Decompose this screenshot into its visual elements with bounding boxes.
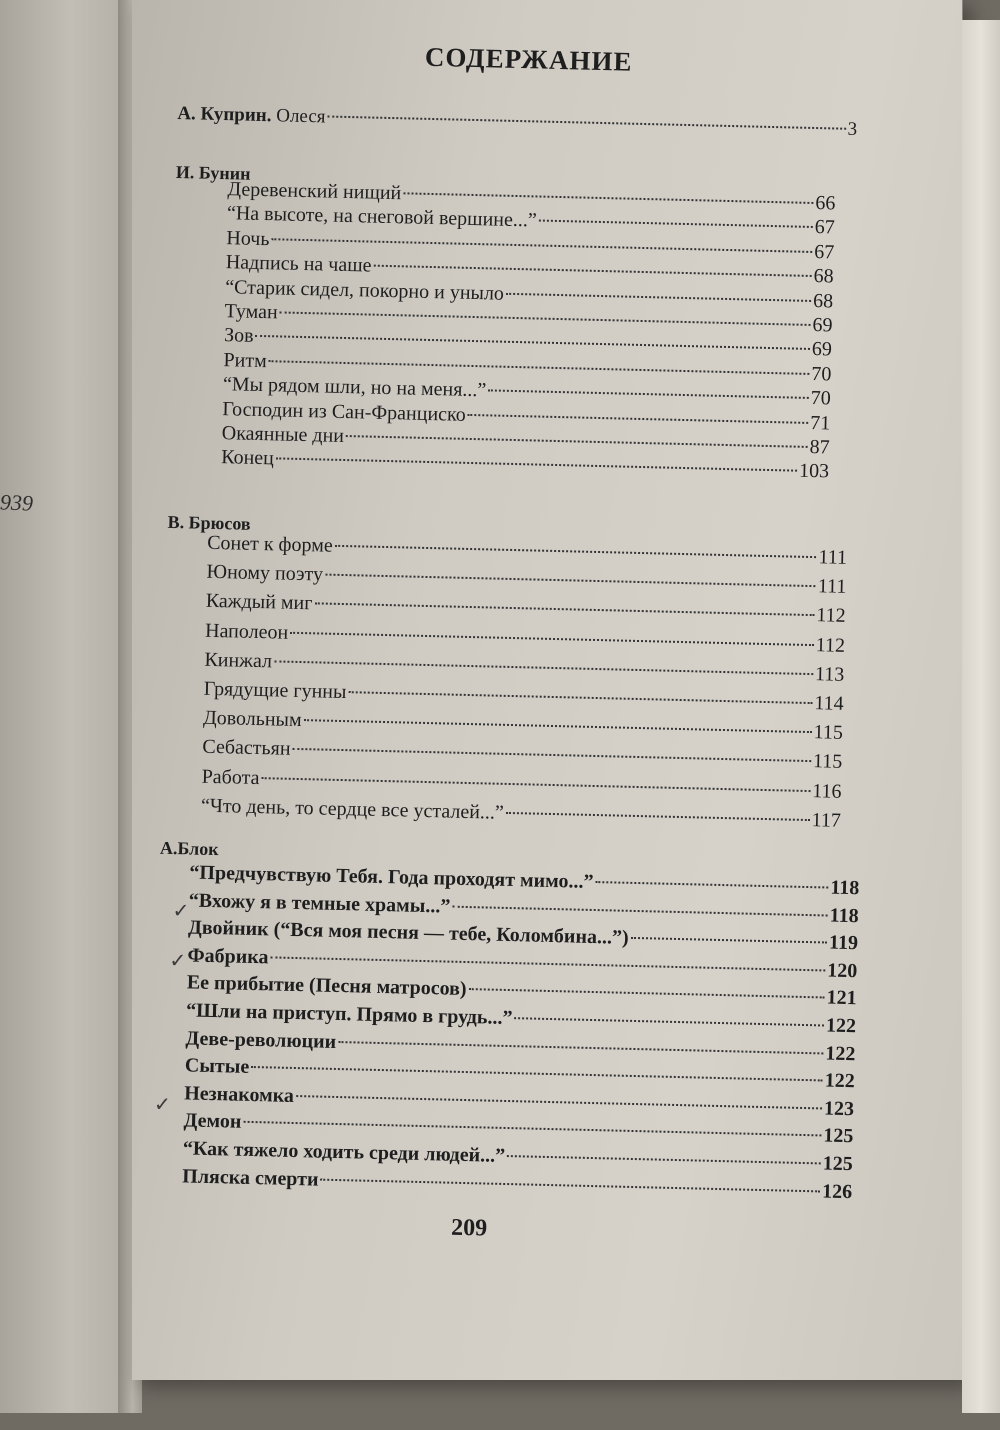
entry-page: 111 [818,546,848,569]
dot-leader [274,660,813,675]
dot-leader [596,881,829,888]
entry-title: “Что день, то сердце все усталей...” [200,794,505,824]
entry-page: 66 [815,192,836,215]
entry-title: “Предчувствую Тебя. Года проходят мимо...” [189,861,594,893]
entry-page: 125 [822,1152,854,1176]
entry-title: “Как тяжело ходить среди людей...” [182,1137,506,1167]
dot-leader [243,1121,821,1137]
entry-title: Демон [183,1109,242,1134]
author-name: А. Куприн. [177,102,272,127]
checkmark-icon: ✓ [169,948,187,973]
dot-leader [506,292,811,301]
entry-title: Каждый миг [205,590,313,615]
checkmark-icon: ✓ [153,1091,172,1117]
entry-page: 69 [812,313,833,337]
dot-leader [403,192,813,204]
entry-page: 120 [827,959,858,983]
entry-page: 125 [823,1124,854,1148]
entry-title: Фабрика [187,944,269,969]
dot-leader [335,545,817,558]
entry-page: 3 [847,118,858,140]
entry-title: Пляска смерти [182,1164,319,1191]
entry-page: 122 [825,1014,857,1038]
entry-page: 67 [814,216,836,239]
entry-title: Олеся [275,105,326,128]
entry-title: Кинжал [204,648,273,673]
entry-page: 68 [813,265,834,288]
entry-page: 69 [811,338,833,361]
entry-page: 115 [813,721,844,745]
dot-leader [346,435,808,448]
dot-leader [338,1041,823,1054]
entry-title: Деве-революции [185,1027,337,1053]
entry-title: Надпись на чаше [225,251,372,277]
dot-leader [314,603,814,617]
page-number: 209 [450,1214,488,1242]
dot-leader [539,220,813,228]
entry-title: Двойник (“Вся моя песня — тебе, Коломбина...”) [187,916,629,950]
dot-leader [296,1095,822,1109]
entry-page: 67 [813,240,835,264]
dot-leader [327,116,845,130]
entry-title: “Старик сидел, покорно и уныло [224,275,505,305]
entry-page: 71 [809,411,831,435]
dot-leader [469,988,825,998]
entry-title: Конец [220,446,275,470]
entry-page: 119 [828,931,859,955]
dot-leader [506,812,810,821]
entry-page: 123 [823,1097,855,1120]
dot-leader [269,360,810,375]
entry-title: Ритм [223,348,268,372]
dot-leader [514,1017,824,1026]
entry-page: 113 [814,662,845,686]
entry-title: Деревенский нищий [227,178,402,205]
dot-leader [261,777,810,792]
entry-page: 115 [812,750,843,774]
entry-page: 121 [826,986,857,1010]
section-author: В. Брюсов [167,511,251,534]
entry-title: “Шли на приступ. Прямо в грудь...” [185,999,513,1030]
dot-leader [488,390,809,400]
left-page-margin-number: 939 [0,489,34,516]
entry-title: Ее прибытие (Песня матросов) [186,971,467,1001]
dot-leader [276,458,797,472]
toc-title: СОДЕРЖАНИЕ [424,41,633,77]
dot-leader [468,413,809,423]
entry-page: 122 [825,1042,856,1065]
entry-title: Юному поэту [206,560,324,586]
dot-leader [271,238,812,253]
section-author: И. Бунин [175,161,251,184]
entry-page: 114 [814,692,844,715]
dot-leader [325,574,816,588]
dot-leader [280,311,811,326]
entry-page: 116 [812,779,842,803]
entry-page: 111 [817,575,847,599]
checkmark-icon: ✓ [172,898,190,923]
dot-leader [373,265,811,277]
dot-leader [304,719,812,733]
entry-title: Господин из Сан-Франциско [222,397,467,426]
entry-title: Ночь [226,226,270,250]
entry-page: 68 [812,289,834,313]
dot-leader [631,937,827,944]
entry-title: Наполеон [204,619,289,644]
entry-page: 112 [815,633,846,657]
page-edge [962,20,1000,1413]
entry-title: “На высоте, на снеговой вершине...” [226,202,537,232]
entry-page: 87 [809,435,830,459]
entry-title: Незнакомка [183,1082,295,1107]
dot-leader [256,335,810,350]
entry-page: 70 [810,387,832,410]
dot-leader [290,631,814,645]
entry-title: Грядущие гунны [203,677,347,704]
dot-leader [293,748,811,762]
dot-leader [321,1178,821,1192]
entry-title: Туман [224,300,278,324]
entry-page: 117 [811,808,842,832]
dot-leader [507,1155,821,1164]
entry-title: Сытые [184,1054,250,1079]
entry-title: Работа [201,765,260,789]
entry-title: “Мы рядом шли, но на меня...” [222,373,487,402]
entry-page: 70 [811,362,832,386]
entry-page: 126 [821,1180,853,1203]
entry-title: Сонет к форме [206,531,334,557]
dot-leader [270,956,825,971]
entry-page: 112 [816,604,846,628]
dot-leader [348,691,812,704]
section-author: А.Блок [159,837,219,860]
table-of-contents [147,0,910,1430]
dot-leader [452,905,827,916]
toc-entry-kuprin [177,102,857,142]
dot-leader [251,1066,823,1081]
entry-page: 122 [824,1069,855,1093]
entry-title: Зов [223,324,254,348]
entry-title: Себастьян [202,736,291,761]
entry-page: 103 [798,460,830,483]
entry-page: 118 [830,876,860,900]
entry-title: Довольным [202,706,302,732]
left-page [0,0,128,1413]
entry-title: “Вхожу я в темные храмы...” [188,889,451,918]
entry-title: Окаянные дни [221,422,345,447]
entry-page: 118 [829,904,859,927]
